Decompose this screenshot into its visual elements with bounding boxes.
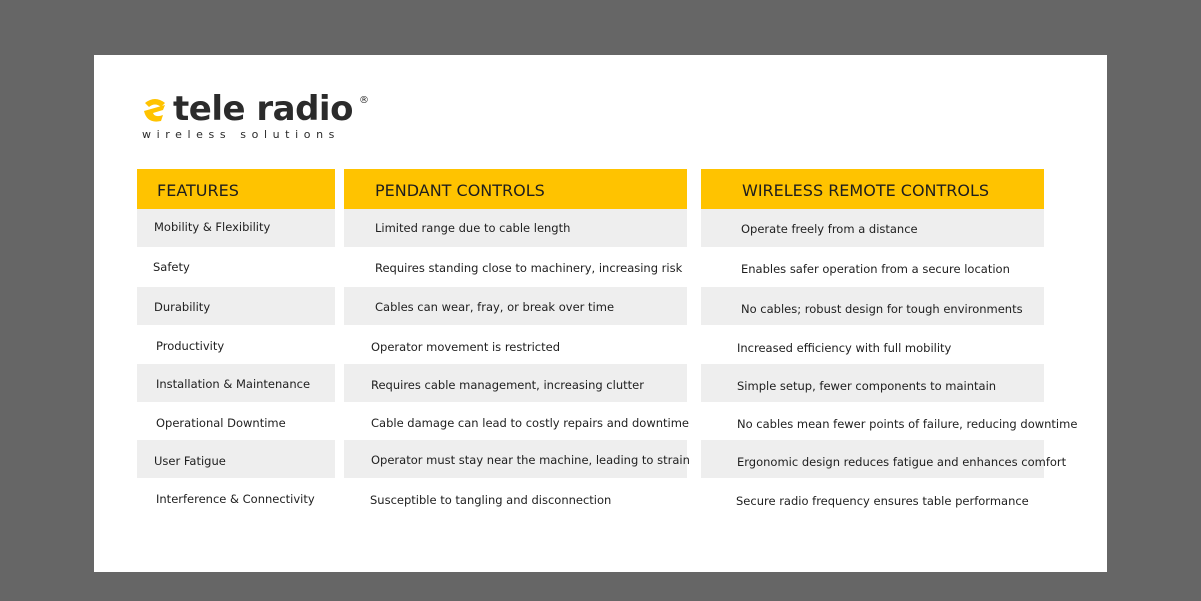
header-features: FEATURES xyxy=(137,169,335,209)
pendant-cell: Cables can wear, fray, or break over time xyxy=(375,300,615,314)
feature-cell: Operational Downtime xyxy=(156,416,286,430)
pendant-cell: Limited range due to cable length xyxy=(375,221,571,235)
feature-cell: Interference & Connectivity xyxy=(156,492,315,506)
wireless-cell: No cables mean fewer points of failure, reducing downtime xyxy=(737,417,1078,431)
feature-cell: User Fatigue xyxy=(154,454,226,468)
header-wireless-remote-controls: WIRELESS REMOTE CONTROLS xyxy=(701,169,1044,209)
feature-cell: Installation & Maintenance xyxy=(156,377,311,391)
registered-mark: ® xyxy=(359,95,369,106)
wireless-cell: Enables safer operation from a secure location xyxy=(741,262,1010,276)
pendant-cell: Requires cable management, increasing clutter xyxy=(371,378,644,392)
wireless-cell: Ergonomic design reduces fatigue and enhances comfort xyxy=(737,455,1067,469)
header-pendant-controls: PENDANT CONTROLS xyxy=(344,169,687,209)
feature-cell: Productivity xyxy=(156,339,225,353)
wireless-cell: Secure radio frequency ensures table performance xyxy=(736,494,1029,508)
wireless-cell: No cables; robust design for tough environments xyxy=(741,302,1023,316)
feature-cell: Mobility & Flexibility xyxy=(154,220,271,234)
logo-tagline: wireless solutions xyxy=(142,128,340,141)
feature-cell: Safety xyxy=(153,260,190,274)
wireless-cell: Increased efficiency with full mobility xyxy=(737,341,952,355)
wireless-cell: Simple setup, fewer components to maintain xyxy=(737,379,997,393)
pendant-cell: Requires standing close to machinery, increasing risk xyxy=(375,261,683,275)
pendant-cell: Operator movement is restricted xyxy=(371,340,561,354)
wireless-cell: Operate freely from a distance xyxy=(741,222,918,236)
feature-cell: Durability xyxy=(154,300,211,314)
pendant-cell: Cable damage can lead to costly repairs and downtime xyxy=(371,416,690,430)
logo-wordmark: tele radio xyxy=(173,89,353,129)
pendant-cell: Susceptible to tangling and disconnection xyxy=(370,493,612,507)
pendant-cell: Operator must stay near the machine, leading to strain xyxy=(371,453,690,467)
logo-mark-icon xyxy=(141,95,169,123)
tele-radio-logo xyxy=(139,89,374,144)
